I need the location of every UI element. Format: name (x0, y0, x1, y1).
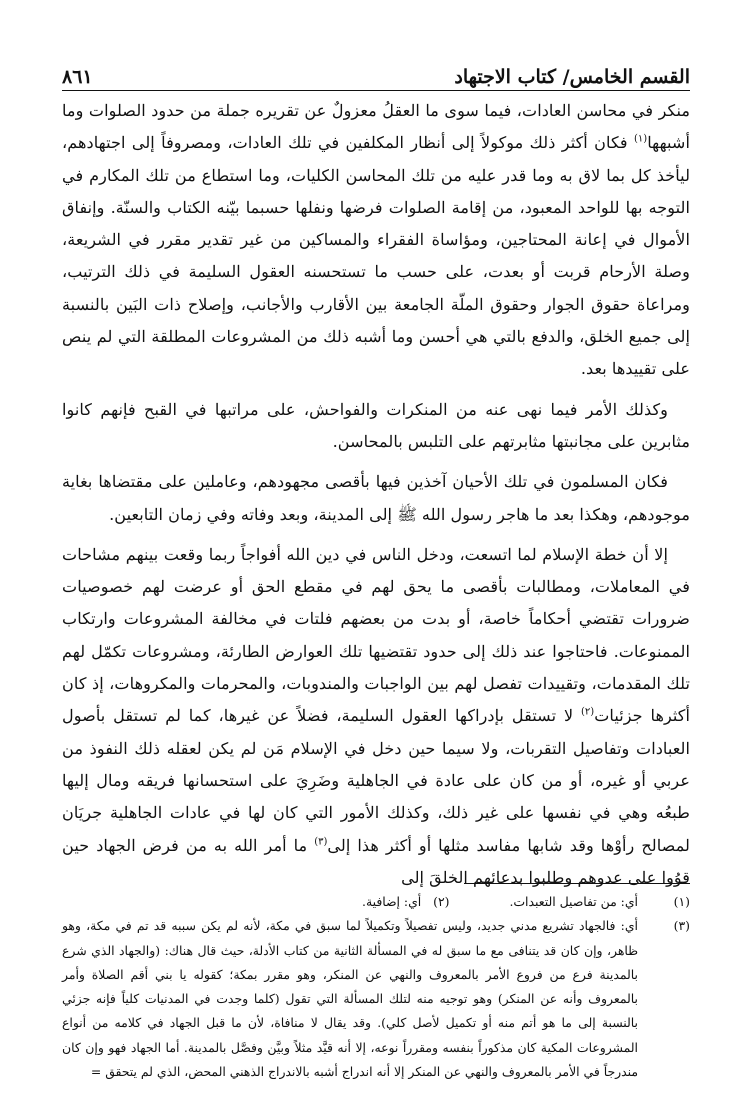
main-text (62, 95, 690, 902)
footnote-rule (464, 883, 690, 884)
footnote-text: أي: فالجهاد تشريع مدني جديد، وليس تفصيلاً وتكميلاً لما سبق في مكة، لأنه لم يكن سببه قد تم في مكة، وهو ظاهر، وإن كان قد يتنافى مع ما سبق له في المسألة الثانية من كتاب الأدلة، حيث قال هناك: (والجهاد الذي شرع بالمدينة فرع من فروع الأمر بالمعروف والنهي عن المنكر، وهو مقرر بمكة؛ كقوله يا بني أقم الصلاة وأمر بالمعروف وأنه عن المنكر) وهو توجيه منه لتلك المسألة التي تقول (كلما وجدت في المدنيات كلياً فإنه جزئي بالنسبة إلى ما هو أتم منه أو تكميل لأصل كلي). وقد يقال لا منافاة، لأن ما قبل الجهاد في كلامه من أنواع المشروعات المكية كان مذكوراً بنفسه ومقرراً نوعه، إلا أنه قيَّد مثلاً وبيَّن وفصَّل بالمدينة. أما الجهاد فهو وإن كان مندرجاً في الأمر بالمعروف والنهي عن المنكر إلا أنه اندراج أشبه بالاندراج الذهني المحض، الذي لم يتحقق = (62, 918, 638, 1080)
footnote-text: أي: إضافية. (362, 894, 422, 909)
footnotes (62, 890, 690, 1084)
paragraph: إلا أن خطة الإسلام لما اتسعت، ودخل الناس في دين الله أفواجاً ربما وقعت بينهم مشاحات في المعاملات، ومطالبات بأقصى ما يحق لهم في مقطع الحق أو عرضت لهم خصوصيات ضرورات تقتضي أحكاماً خاصة، أو بدت من بعضهم فلتات في مخالفة المشروعات وارتكاب الممنوعات. فاحتاجوا عند ذلك إلى حدود تقتضيها تلك العوارض الطارئة، ومشروعات تكمّل لهم تلك المقدمات، وتقييدات تفصل لهم بين الواجبات والمندوبات، والمحرمات والمكروهات، إذ كان أكثرها جزئيات$^{(٢)}$ لا تستقل بإدراكها العقول السليمة، فضلاً عن غيرها، كما لم تستقل بأصول العبادات وتفاصيل التقربات، ولا سيما حين دخل في الإسلام مَن لم يكن لعقله ذلك النفوذ من عربي أو غيره، أو من كان على عادة في الجاهلية وضَرِيَ على استحسانها فريقه ومال إليها طبعُه وهي في نفسها على غير ذلك، وكذلك الأمور التي كان لها في عادات الجاهلية جريَان لمصالح رأوْها وقد شابها مفاسد مثلها أو أكثر هذا إلى$^{(٣)}$ ما أمر الله به من فرض الجهاد حين قوُوا على عدوهم وطلبوا بدعائهم الخلقَ إلى (62, 544, 690, 887)
footnote-ref: (١) (634, 133, 648, 145)
header-rule (62, 90, 690, 91)
footnote-number: (٢) (433, 894, 450, 909)
footnote-ref: (٣) (314, 836, 328, 848)
paragraph: منكر في محاسن العادات، فيما سوى ما العقلُ معزولٌ عن تقريره جملة من حدود الصلوات وما أشبهها$^{(١)}$ فكان أكثر ذلك موكولاً إلى أنظار المكلفين في تلك العادات، ومصروفاً إلى اجتهادهم، ليأخذ كل بما لاق به وما قدر عليه من تلك المحاسن الكليات، وما استطاع من تلك المكارم في التوجه بها للواحد المعبود، من إقامة الصلوات فرضها ونفلها حسبما بيّنه الكتاب والسنّة. وإنفاق الأموال في إعانة المحتاجين، ومؤاساة الفقراء والمساكين من غير تقدير مقرر في الشريعة، وصلة الأرحام قربت أو بعدت، على حسب ما تستحسنه العقول السليمة في ذلك الترتيب، ومراعاة حقوق الجوار وحقوق الملّة الجامعة بين الأقارب والأجانب، وإصلاح ذات البَين بالنسبة إلى جميع الخلق، والدفع بالتي هي أحسن وما أشبه ذلك من المشروعات المطلقة التي لم ينص على تقييدها بعد. (62, 101, 690, 379)
paragraph: وكذلك الأمر فيما نهى عنه من المنكرات والفواحش، على مراتبها في القبح فإنهم كانوا مثابرين على مجانبتها مثابرتهم على التلبس بالمحاسن. (62, 399, 690, 451)
page-header (62, 58, 690, 88)
running-title: القسم الخامس/ كتاب الاجتهاد (454, 66, 690, 88)
paragraph: فكان المسلمون في تلك الأحيان آخذين فيها بأقصى مجهودهم، وعاملين على مقتضاها بغاية موجودهم، وهكذا بعد ما هاجر رسول الله ﷺ إلى المدينة، وبعد وفاته وفي زمان التابعين. (62, 472, 690, 524)
footnote-number: (١) (673, 894, 690, 909)
footnote-ref: (٢) (581, 706, 595, 718)
footnote-row (62, 914, 690, 1084)
page-number: ٨٦١ (62, 66, 93, 88)
footnote-text: أي: من تفاصيل التعبدات. (509, 894, 638, 909)
footnote-row (62, 890, 690, 914)
footnote-number: (٣) (673, 918, 690, 934)
